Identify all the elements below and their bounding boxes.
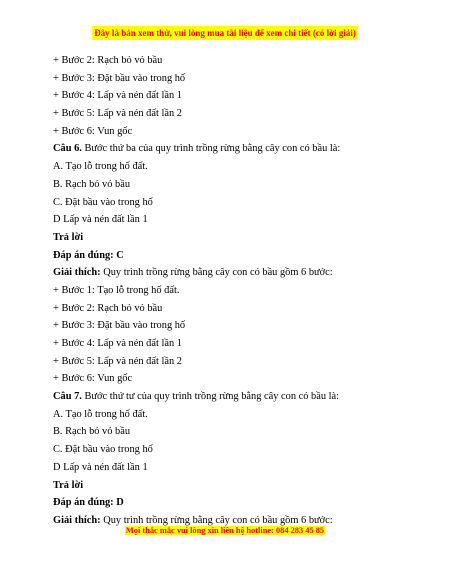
text-line <box>53 282 423 300</box>
text-line <box>53 264 423 282</box>
bold-label: Câu 6. <box>53 143 82 155</box>
text-line <box>53 105 423 123</box>
text-line <box>53 353 423 371</box>
line-text: + Bước 2: Rạch bỏ vỏ bầu <box>53 55 163 66</box>
text-line <box>53 194 423 212</box>
line-text: D Lấp và nén đất lần 1 <box>53 461 148 473</box>
bold-label: Giải thích: <box>53 514 101 526</box>
text-line <box>53 123 423 141</box>
line-text: + Bước 4: Lấp và nén đất lần 1 <box>53 338 182 349</box>
line-text: Quy trình trồng rừng bằng cây con có bầu gồm 6 bước: <box>100 267 333 279</box>
text-line <box>53 211 423 229</box>
text-line <box>53 406 423 424</box>
line-text: B. Rạch bỏ vỏ bầu <box>53 426 131 438</box>
text-line <box>53 247 423 265</box>
line-text: + Bước 5: Lấp và nén đất lần 2 <box>53 108 182 120</box>
text-line <box>53 52 423 70</box>
preview-notice-banner: Đây là bản xem thử, vui lòng mua tài liệu để xem chi tiết (có lời giải) <box>92 26 358 40</box>
line-text: + Bước 3: Đặt bầu vào trong hố <box>53 72 186 84</box>
footer <box>0 526 450 536</box>
text-line <box>53 441 423 459</box>
bold-label: Đáp án đúng: D <box>53 497 124 509</box>
text-line <box>53 423 423 441</box>
bold-label: Trả lời <box>53 231 84 243</box>
line-text: + Bước 2: Rạch bỏ vỏ bầu <box>53 302 163 314</box>
text-line <box>53 176 423 194</box>
line-text: D Lấp và nén đất lần 1 <box>53 214 148 226</box>
bold-label: Đáp án đúng: C <box>53 249 124 261</box>
line-text: A. Tạo lỗ trong hố đất. <box>53 408 148 420</box>
text-line <box>53 140 423 158</box>
text-line <box>53 229 423 247</box>
line-text: + Bước 1: Tạo lỗ trong hố đất. <box>53 284 180 296</box>
line-text: + Bước 4: Lấp và nén đất lần 1 <box>53 90 182 102</box>
bold-label: Trả lời <box>53 479 84 491</box>
line-text: C. Đặt bầu vào trong hố <box>53 196 153 208</box>
text-line <box>53 300 423 318</box>
line-text: A. Tạo lỗ trong hố đất. <box>53 161 148 173</box>
line-text: Bước thứ tư của quy trình trồng rừng bằng cây con có bầu là: <box>81 391 340 403</box>
hotline-notice: Mọi thắc mắc vui lòng xin liên hệ hotline: 084 283 45 85 <box>125 526 325 535</box>
line-text: C. Đặt bầu vào trong hố <box>53 444 153 456</box>
text-line <box>53 370 423 388</box>
line-text: + Bước 6: Vun gốc <box>53 125 133 137</box>
line-text: + Bước 6: Vun gốc <box>53 373 133 385</box>
text-line <box>53 70 423 88</box>
text-line <box>53 459 423 477</box>
text-line <box>53 158 423 176</box>
bold-label: Giải thích: <box>53 267 101 279</box>
text-line <box>53 388 423 406</box>
text-line <box>53 494 423 512</box>
text-line <box>53 335 423 353</box>
document-body <box>53 52 423 530</box>
text-line <box>53 317 423 335</box>
line-text: + Bước 5: Lấp và nén đất lần 2 <box>53 355 182 367</box>
bold-label: Câu 7. <box>53 391 82 403</box>
line-text: + Bước 3: Đặt bầu vào trong hố <box>53 320 186 332</box>
text-line <box>53 477 423 495</box>
text-line <box>53 87 423 105</box>
line-text: Bước thứ ba của quy trình trồng rừng bằng cây con có bầu là: <box>81 143 341 155</box>
line-text: B. Rạch bỏ vỏ bầu <box>53 178 131 190</box>
line-text: Quy trình trồng rừng bằng cây con có bầu gồm 6 bước: <box>100 514 333 526</box>
